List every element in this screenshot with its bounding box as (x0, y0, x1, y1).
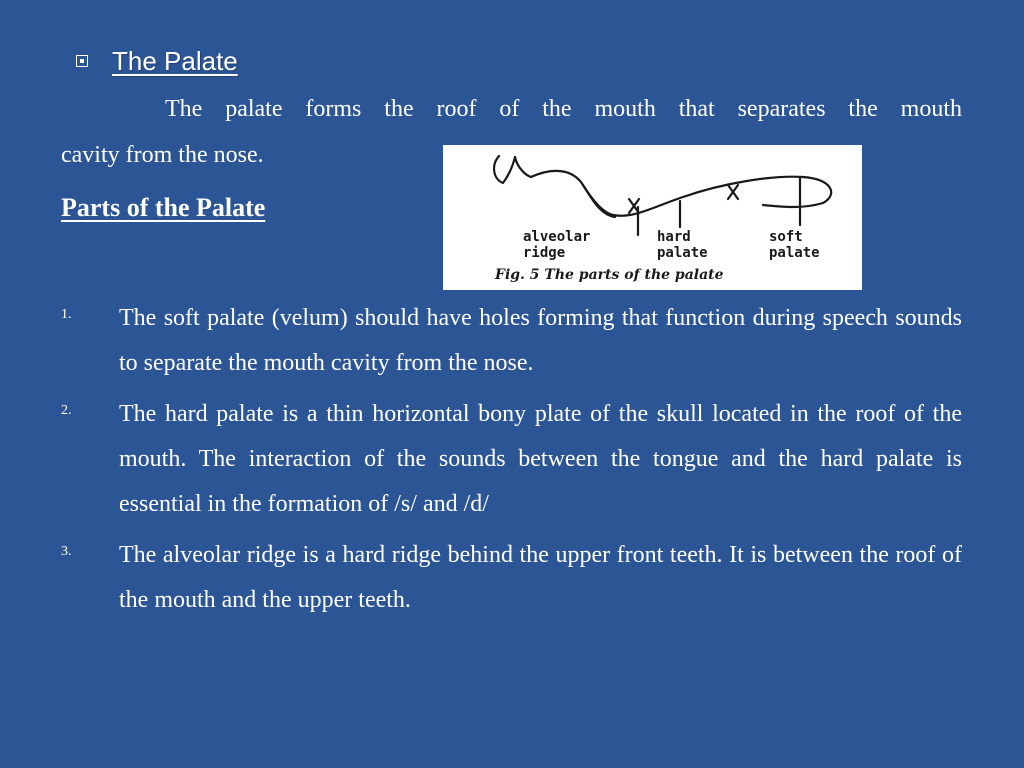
list-item-text: The hard palate is a thin horizontal bony plate of the skull located in the roof of the mouth. The interaction of the sounds between the tongue and the hard palate is essential in the formation of /s/ and /d/ (119, 401, 962, 517)
list-item-number: 3. (61, 544, 72, 559)
label-hard-palate: palate (657, 245, 708, 261)
list-item-text: The soft palate (velum) should have holes forming that function during speech sounds to separate the mouth cavity from the nose. (119, 305, 962, 376)
label-ridge: ridge (523, 245, 566, 261)
list-item (61, 392, 962, 527)
palate-lower (583, 185, 615, 217)
palate-diagram (443, 145, 862, 290)
teeth-stroke-2 (515, 157, 531, 177)
slide-heading: The Palate (112, 45, 238, 76)
palate-figure (443, 145, 862, 290)
parts-subheading: Parts of the Palate (61, 193, 266, 222)
intro-line-1: The palate forms the roof of the mouth that separates the mouth (165, 96, 962, 122)
heading-row (76, 44, 238, 78)
list-item-text: The alveolar ridge is a hard ridge behind the upper front teeth. It is between the roof of the mouth and the upper teeth. (119, 542, 962, 613)
list-item-number: 2. (61, 403, 72, 418)
label-soft-palate: palate (769, 245, 820, 261)
teeth-stroke (494, 156, 515, 183)
label-alveolar: alveolar (523, 229, 591, 245)
list-item (61, 533, 962, 623)
square-bullet-icon (76, 55, 88, 67)
list-item-number: 1. (61, 307, 72, 322)
intro-line-2: cavity from the nose. (61, 142, 264, 168)
label-soft: soft (769, 229, 803, 245)
figure-caption: Fig. 5 The parts of the palate (495, 267, 724, 283)
list-item (61, 296, 962, 386)
palate-parts-list (61, 296, 962, 629)
label-hard: hard (657, 229, 691, 245)
